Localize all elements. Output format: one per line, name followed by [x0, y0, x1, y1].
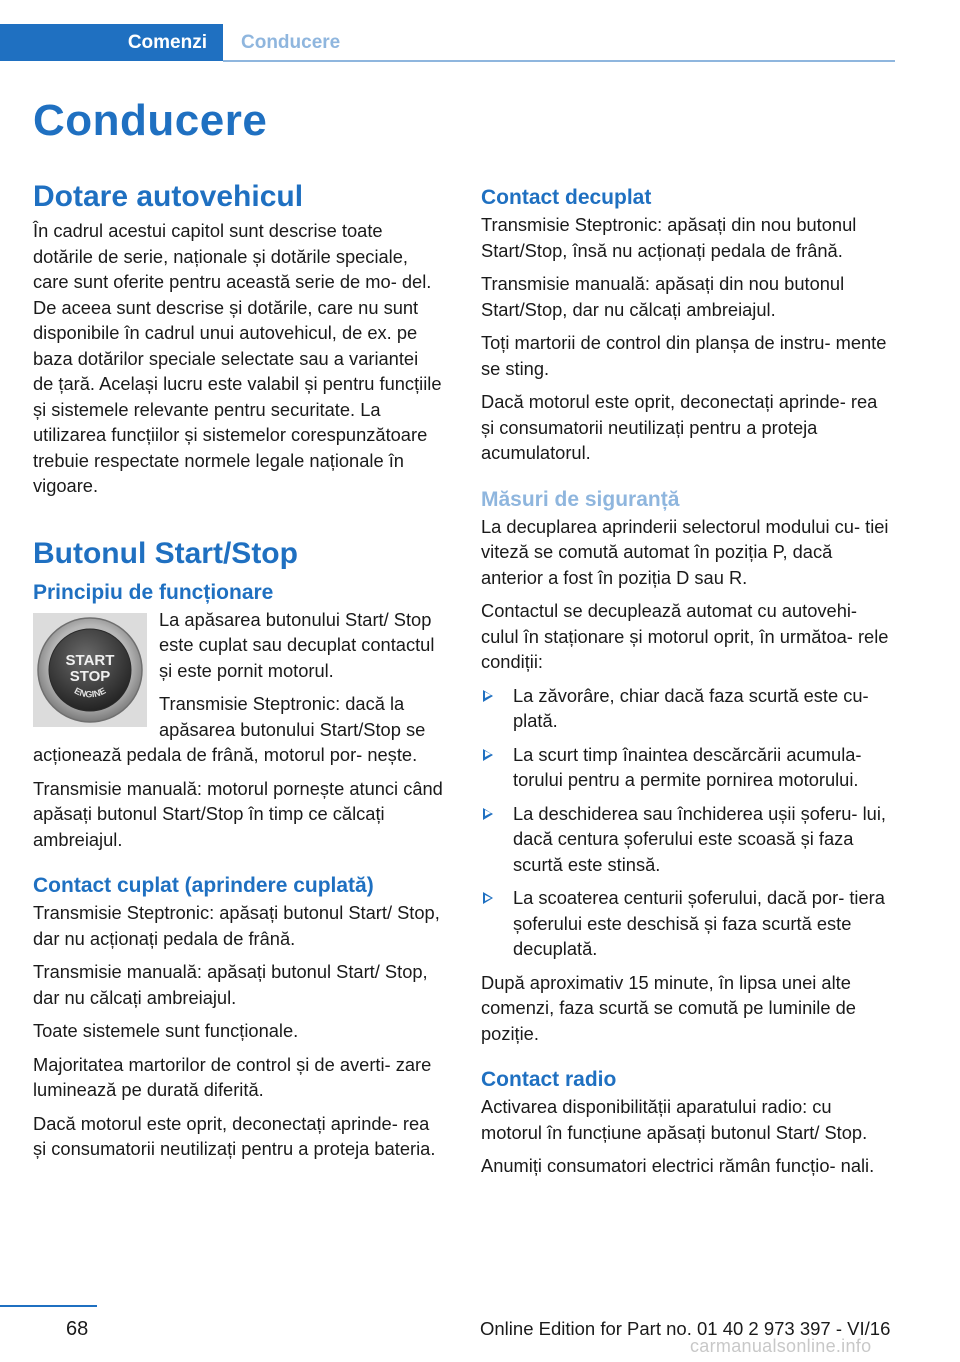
paragraph: La decuplarea aprinderii selectorul modului cu‐ tiei viteză se comută automat în poziția P, dacă anterior a fost în poziția D sau R. [481, 515, 889, 588]
chapter-tabs [0, 24, 340, 61]
list-item: La zăvorâre, chiar dacă faza scurtă este cu‐ plată. [481, 683, 891, 734]
section-title-start-stop: Butonul Start/Stop [33, 536, 298, 570]
paragraph: Contactul se decuplează automat cu autovehi‐ culul în staționare și motorul oprit, în următoa‐ rele condiții: [481, 600, 889, 672]
right-column [481, 180, 891, 1187]
paragraph: Toate sistemele sunt funcționale. [33, 1020, 299, 1041]
tab-conducere[interactable]: Conducere [241, 31, 341, 53]
paragraph: Transmisie Steptronic: apăsați butonul Start/ Stop, dar nu acționați pedala de frână. [33, 902, 440, 949]
conditions-list [481, 683, 891, 962]
button-text-start: START [65, 651, 115, 669]
paragraph: Dacă motorul este oprit, deconectați aprinde‐ rea și consumatorii neutilizați pentru a proteja bateria. [33, 1112, 436, 1159]
paragraph: După aproximativ 15 minute, în lipsa unei alte comenzi, faza scurtă se comută pe luminile de poziție. [481, 971, 856, 1044]
paragraph: Transmisie manuală: apăsați din nou butonul Start/Stop, dar nu călcați ambreiajul. [481, 273, 845, 320]
subsection-contact-radio: Contact radio [481, 1068, 617, 1091]
paragraph: Toți martorii de control din planșa de instru‐ mente se sting. [481, 332, 887, 379]
start-stop-button-icon [33, 613, 147, 727]
paragraph: Dacă motorul este oprit, deconectați aprinde‐ rea și consumatorii neutilizați pentru a proteja acumulatorul. [481, 391, 878, 463]
paragraph: Transmisie Steptronic: apăsați din nou butonul Start/Stop, însă nu acționați pedala de frână. [481, 214, 857, 261]
footer-rule [0, 1305, 97, 1307]
header-rule [223, 60, 895, 62]
tab-comenzi[interactable]: Comenzi [0, 24, 223, 61]
left-column [33, 180, 443, 1170]
section-title-dotare: Dotare autovehicul [33, 180, 304, 213]
list-item: La scurt timp înaintea descărcării acumula‐ torului pentru a permite pornirea motorului. [481, 742, 891, 793]
triangle-bullet-icon [483, 808, 493, 820]
subsection-masuri-siguranta: Măsuri de siguranță [481, 487, 680, 511]
paragraph: Anumiți consumatori electrici rămân funcțio‐ nali. [481, 1155, 875, 1176]
paragraph: La apăsarea butonului Start/ Stop este cuplat sau decuplat contactul și este pornit motorul. [159, 608, 435, 681]
paragraph: Activarea disponibilității aparatului radio: cu motorul în funcțiune apăsați butonul Start/ Stop. [481, 1096, 868, 1143]
subsection-contact-decuplat: Contact decuplat [481, 186, 652, 209]
start-stop-button-image [33, 613, 147, 727]
triangle-bullet-icon [483, 749, 493, 761]
paragraph: Transmisie manuală: motorul pornește atunci când apăsați butonul Start/Stop în timp ce călcați ambreiajul. [33, 777, 443, 850]
list-item: La deschiderea sau închiderea ușii șoferu‐ lui, dacă centura șoferului este scoasă și faza scurtă este stinsă. [481, 801, 891, 878]
paragraph: Majoritatea martorilor de control și de averti‐ zare luminează pe durată diferită. [33, 1053, 432, 1100]
list-item: La scoaterea centurii șoferului, dacă por‐ tiera șoferului este deschisă și faza scurtă este decuplată. [481, 885, 891, 962]
triangle-bullet-icon [483, 892, 493, 904]
subsection-contact-cuplat: Contact cuplat (aprindere cuplată) [33, 874, 374, 897]
triangle-bullet-icon [483, 690, 493, 702]
edition-note: Online Edition for Part no. 01 40 2 973 397 - VI/16 [480, 1318, 891, 1339]
page-title: Conducere [33, 96, 268, 145]
paragraph: Transmisie Steptronic: dacă la apăsarea butonului Start/Stop se acționează pedala de frână, motorul por‐ nește. [33, 693, 426, 765]
page-number: 68 [66, 1318, 89, 1340]
paragraph: Transmisie manuală: apăsați butonul Start/ Stop, dar nu călcați ambreiajul. [33, 961, 428, 1008]
watermark: carmanualsonline.info [690, 1336, 872, 1356]
button-text-stop: STOP [69, 667, 111, 685]
button-text-engine: ENGINE [72, 684, 108, 699]
subsection-principiu: Principiu de funcționare [33, 580, 274, 604]
paragraph: În cadrul acestui capitol sunt descrise toate dotările de serie, naționale și dotările speciale, care sunt oferite pentru această serie de mo‐ del. De aceea sunt descrise și dotările, care nu sunt disponibile în cadrul unui autovehicul, de ex. pe baza dotărilor speciale selectate sau a variantei de țară. Același lucru este valabil și pentru funcțiile și sistemele relevante pentru securitate. La utilizarea funcțiilor și sistemelor corespunzătoare trebuie respectate normele legale naționale în vigoare. [33, 220, 442, 496]
